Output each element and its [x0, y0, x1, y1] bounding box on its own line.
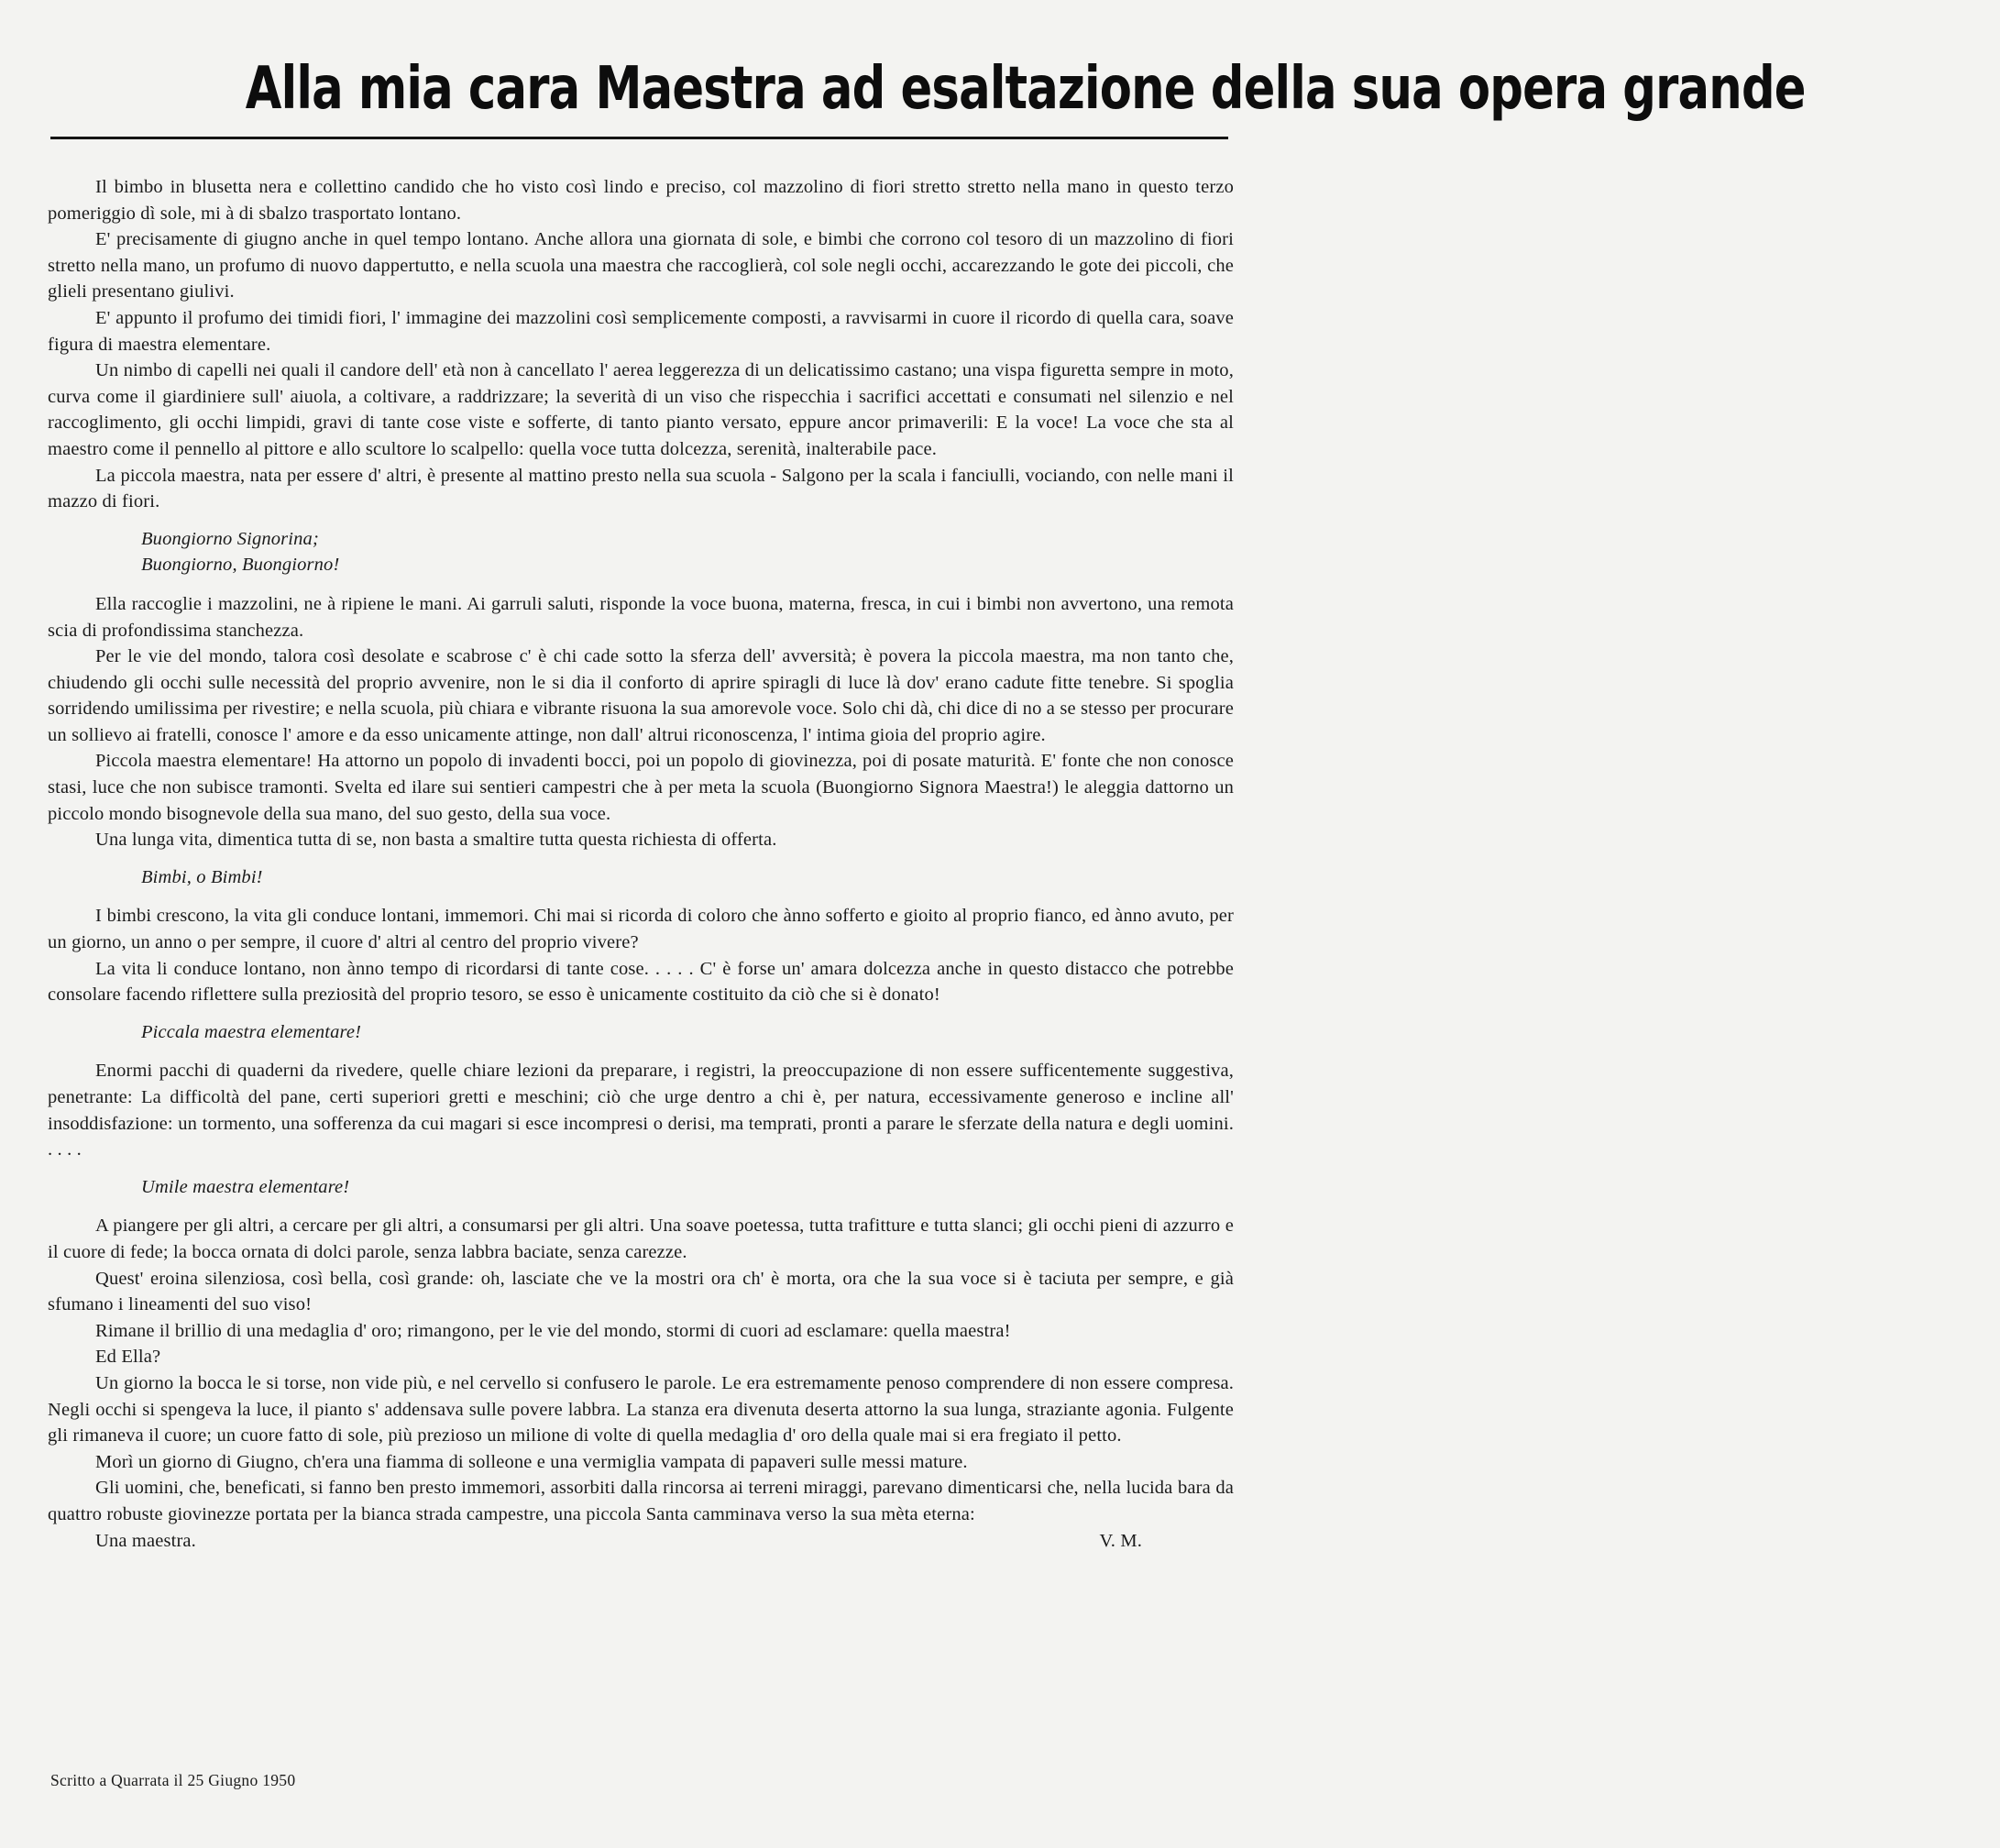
paragraph: Gli uomini, che, beneficati, si fanno ben presto immemori, assorbiti dalla rincorsa ai terreni miraggi, parevano dimenticarsi che, nella lucida bara da quattro robuste giovinezze portata per la bianca strada campestre, una piccola Santa camminava verso la sua mèta eterna: — [48, 1478, 1234, 1524]
paragraph: Per le vie del mondo, talora così desolate e scabrose c' è chi cade sotto la sferza dell' avversità; è povera la piccola maestra, ma non tanto che, chiudendo gli occhi sulle necessità del proprio avvenire, non le si dia il conforto di aprire spiragli di luce là dov' erano cadute fitte tenebre. Si spoglia sorridendo umilissima per rivestire; e nella scuola, più chiara e vibrante risuona la sua amorevole voce. Solo chi dà, chi dice di no a se stesso per procurare un sollievo ai fratelli, conosce l' amore e da esso unicamente attinge, non dall' altrui riconoscenza, l' intima gioia del proprio agire. — [48, 646, 1234, 745]
paragraph: E' precisamente di giugno anche in quel tempo lontano. Anche allora una giornata di sole, e bimbi che corrono col tesoro di un mazzolino di fiori stretto nella mano, un profumo di nuovo dappertutto, e nella scuola una maestra che raccoglierà, col sole negli occhi, accarezzando le gote dei piccoli, che glieli presentano giulivi. — [48, 229, 1234, 302]
paragraph: Un giorno la bocca le si torse, non vide più, e nel cervello si confusero le parole. Le era estremamente penoso comprendere di non essere compresa. Negli occhi si spengeva la luce, il pianto s' addensava sulle povere labbra. La stanza era divenuta deserta attorno la sua lunga, straziante agonia. Fulgente gli rimaneva il cuore; un cuore fatto di sole, più prezioso un milione di volte di quella medaglia d' oro della quale mai si era fregiato il petto. — [48, 1372, 1234, 1446]
paragraph: Un nimbo di capelli nei quali il candore dell' età non à cancellato l' aerea leggerezza di un delicatissimo castano; una vispa figuretta sempre in moto, curva come il giardiniere sull' aiuola, a coltivare, a raddrizzare; la severità di un viso che rispecchia i sacrifici accettati e consumati nel silenzio e nel raccoglimento, gli occhi limpidi, gravi di tante cose viste e sofferte, di tanto pianto versato, eppure ancor primaverili: E la voce! La voce che sta al maestro come il pennello al pittore e allo scultore lo scalpello: quella voce tutta dolcezza, serenità, inalterabile pace. — [48, 360, 1234, 459]
author-initials: V. M. — [1099, 1530, 1142, 1551]
paragraph: A piangere per gli altri, a cercare per gli altri, a consumarsi per gli altri. Una soave poetessa, tutta trafitture e tutta slanci; gli occhi pieni di azzurro e il cuore di fede; la bocca ornata di dolci parole, senza labbra baciate, senza carezze. — [48, 1216, 1234, 1262]
paragraph: Il bimbo in blusetta nera e collettino candido che ho visto così lindo e preciso, col mazzolino di fiori stretto stretto nella mano in questo terzo pomeriggio dì sole, mi à di sbalzo trasportato lontano. — [48, 177, 1234, 224]
page-title — [50, 40, 1806, 138]
paragraph: Rimane il brillio di una medaglia d' oro; rimangono, per le vie del mondo, stormi di cuori ad esclamare: quella maestra! — [95, 1320, 1011, 1341]
dateline: Scritto a Quarrata il 25 Giugno 1950 — [50, 1771, 296, 1789]
verse-line: Buongiorno, Buongiorno! — [141, 555, 340, 576]
article-body — [48, 174, 1234, 1554]
verse-piccola-maestra: Piccala maestra elementare! — [141, 1021, 362, 1042]
paragraph: Piccola maestra elementare! Ha attorno un popolo di invadenti bocci, poi un popolo di giovinezza, poi di posate maturità. E' fonte che non conosce stasi, luce che non subisce tramonti. Svelta ed ilare sui sentieri campestri che à per meta la scuola (Buongiorno Signora Maestra!) le aleggia dattorno un piccolo mondo bisognevole della sua mano, del suo gesto, della sua voce. — [48, 751, 1234, 824]
paragraph: Enormi pacchi di quaderni da rivedere, quelle chiare lezioni da preparare, i registri, la preoccupazione di non essere sufficentemente suggestiva, penetrante: La difficoltà del pane, certi superiori gretti e meschini; ciò che urge dentro a chi è, per natura, eccessivamente generoso e incline all' insoddisfazione: un tormento, una sofferenza da cui magari si esce incompresi o derisi, ma temprati, pronti a parare le sferzate della natura e degli uomini. . . . . — [48, 1061, 1234, 1160]
paragraph: La piccola maestra, nata per essere d' altri, è presente al mattino presto nella sua scuola - Salgono per la scala i fanciulli, vociando, con nelle mani il mazzo di fiori. — [48, 465, 1234, 512]
closing-line — [48, 1528, 1234, 1555]
paragraph: Una lunga vita, dimentica tutta di se, non basta a smaltire tutta questa richiesta di offerta. — [95, 830, 777, 851]
paragraph: Ed Ella? — [95, 1347, 161, 1368]
paragraph: E' appunto il profumo dei timidi fiori, l' immagine dei mazzolini così semplicemente composti, a ravvisarmi in cuore il ricordo di quella cara, soave figura di maestra elementare. — [48, 307, 1234, 355]
closing-text: Una maestra. — [95, 1530, 196, 1551]
verse-umile-maestra: Umile maestra elementare! — [141, 1176, 350, 1197]
verse-greeting — [141, 526, 1234, 578]
paragraph: I bimbi crescono, la vita gli conduce lontani, immemori. Chi mai si ricorda di coloro che ànno sofferto e gioito al proprio fianco, ed ànno avuto, per un giorno, un anno o per sempre, il cuore d' altri al centro del proprio vivere? — [48, 906, 1234, 953]
paragraph: La vita li conduce lontano, non ànno tempo di ricordarsi di tante cose. . . . . C' è forse un' amara dolcezza anche in questo distacco che potrebbe consolare facendo riflettere sulla preziosità del proprio tesoro, se esso è unicamente costituito da ciò che si è donato! — [48, 958, 1234, 1006]
title-underline — [50, 137, 1228, 139]
paragraph: Ella raccoglie i mazzolini, ne à ripiene le mani. Ai garruli saluti, risponde la voce buona, materna, fresca, in cui i bimbi non avvertono, una remota scia di profondissima stanchezza. — [48, 593, 1234, 641]
verse-line: Buongiorno Signorina; — [141, 528, 319, 549]
paragraph: Morì un giorno di Giugno, ch'era una fiamma di solleone e una vermiglia vampata di papaveri sulle messi mature. — [95, 1451, 968, 1472]
verse-bimbi: Bimbi, o Bimbi! — [141, 866, 263, 887]
paragraph: Quest' eroina silenziosa, così bella, così grande: oh, lasciate che ve la mostri ora ch' è morta, ora che la sua voce si è taciuta per sempre, e già sfumano i lineamenti del suo viso! — [48, 1268, 1234, 1315]
page-title-text: Alla mia cara Maestra ad esaltazione della sua opera grande — [245, 55, 1806, 123]
